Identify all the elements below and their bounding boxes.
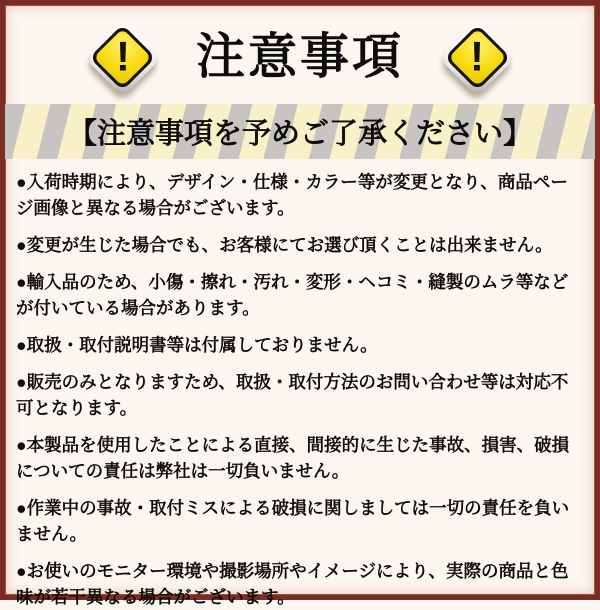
- caution-banner-text: 【注意事項を予めご了承ください】: [67, 118, 532, 150]
- exclamation-glyph: !: [115, 31, 130, 79]
- header: [5, 5, 595, 104]
- notice-item: ●販売のみとなりますため、取扱・取付方法のお問い合わせ等は対応不可となります。: [16, 372, 569, 418]
- notice-item: ●変更が生じた場合でも、お客様にてお選び頂くことは出来ません。: [16, 235, 553, 255]
- notice-item: ●取扱・取付説明書等は付属しておりません。: [16, 335, 378, 355]
- warning-icon: [438, 19, 516, 97]
- notice-item: ●お使いのモニター環境や撮影場所やイメージにより、実際の商品と色味が若干異なる場合がございます。: [16, 561, 569, 607]
- notice-panel: [5, 5, 595, 610]
- notice-item: ●入荷時期により、デザイン・仕様・カラー等が変更となり、商品ページ画像と異なる場合がございます。: [16, 172, 568, 218]
- warning-icon: [84, 19, 162, 97]
- notice-list: [5, 169, 595, 610]
- notice-item: ●作業中の事故・取付ミスによる破損に関しましては一切の責任を負いません。: [16, 498, 570, 544]
- exclamation-glyph: !: [470, 31, 484, 79]
- notice-item: ●本製品を使用したことによる直接、間接的に生じた事故、損害、破損についての責任は弊社は一切負いません。: [16, 435, 570, 481]
- caution-banner: [5, 104, 595, 159]
- notice-item: ●輸入品のため、小傷・擦れ・汚れ・変形・ヘコミ・縫製のムラ等などが付いている場合があります。: [16, 272, 569, 318]
- page-title: 注意事項: [195, 30, 404, 84]
